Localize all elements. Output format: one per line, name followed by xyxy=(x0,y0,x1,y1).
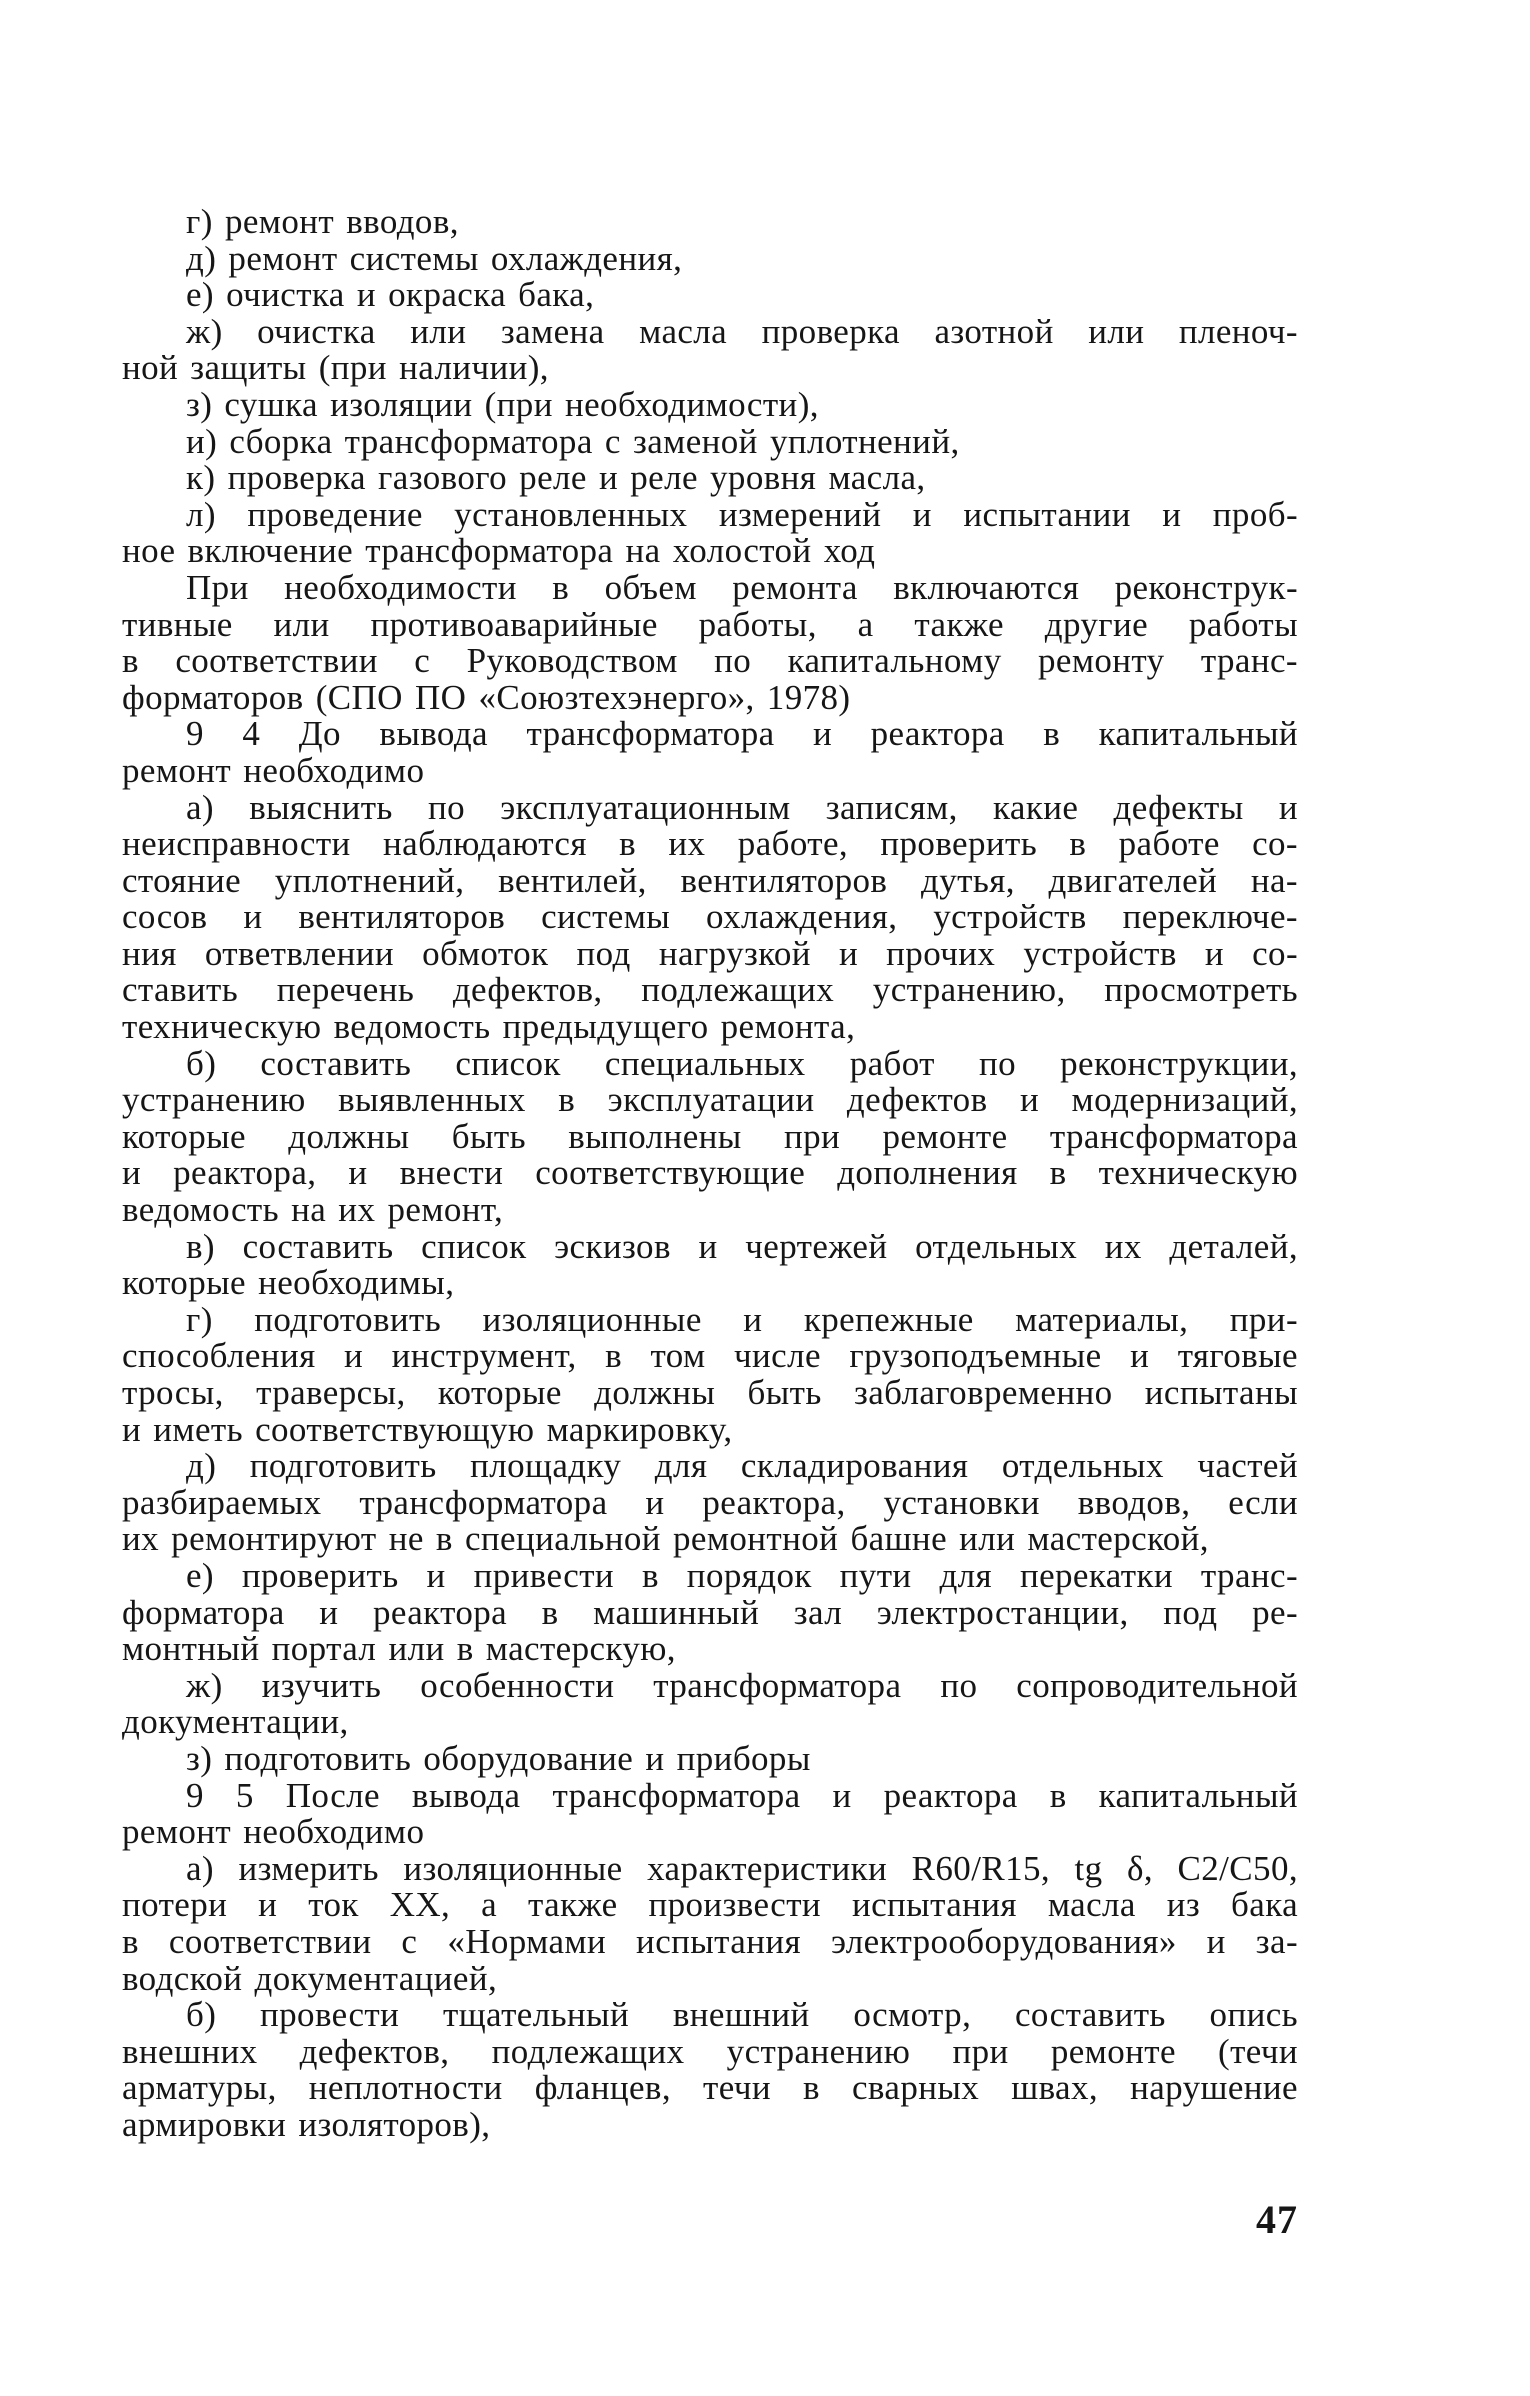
paragraph-p95-b xyxy=(122,1997,1298,2143)
text-line: з) подготовить оборудование и приборы xyxy=(186,1738,811,1778)
text-line: способления и инструмент, в том числе грузоподъемные и тяговые xyxy=(122,1336,1298,1376)
text-line: форматоров (СПО ПО «Союзтехэнерго», 1978) xyxy=(122,677,851,717)
text-line: д) ремонт системы охлаждения, xyxy=(186,238,683,278)
text-line: стояние уплотнений, вентилей, вентиляторов дутья, двигателей на- xyxy=(122,860,1298,900)
paragraph-p94-zh xyxy=(122,1665,1298,1742)
paragraph-p94-a xyxy=(122,787,1298,1047)
text-line: монтный портал или в мастерскую, xyxy=(122,1629,676,1669)
text-line: ния ответвлении обмоток под нагрузкой и прочих устройств и со- xyxy=(122,933,1298,973)
paragraph-p94 xyxy=(122,716,1298,789)
page-number: 47 xyxy=(1256,2197,1298,2242)
text-line: 9 5 После вывода трансформатора и реактора в капитальный xyxy=(186,1775,1298,1815)
paragraph-g-vvody xyxy=(122,204,1298,241)
text-line: устранению выявленных в эксплуатации дефектов и модернизаций, xyxy=(122,1080,1298,1120)
text-line: форматора и реактора в машинный зал электростанции, под ре- xyxy=(122,1592,1298,1632)
paragraph-para-rekonstrukciya xyxy=(122,567,1298,717)
text-line: ремонт необходимо xyxy=(122,1812,425,1852)
text-line: При необходимости в объем ремонта включаются реконструк- xyxy=(186,567,1298,607)
paragraph-i-sborka xyxy=(122,421,1298,461)
text-line: сосов и вентиляторов системы охлаждения, устройств переключе- xyxy=(122,897,1298,937)
text-line: ж) изучить особенности трансформатора по сопроводительной xyxy=(186,1665,1298,1705)
paragraph-p94-e xyxy=(122,1555,1298,1669)
paragraph-p94-b xyxy=(122,1043,1298,1230)
paragraph-d-ohlazhdenie xyxy=(122,238,1298,278)
text-line: ное включение трансформатора на холостой ход xyxy=(122,531,876,571)
paragraph-p94-z xyxy=(122,1738,1298,1778)
text-line: д) подготовить площадку для складирования отдельных частей xyxy=(186,1446,1298,1486)
text-line: и) сборка трансформатора с заменой уплотнений, xyxy=(186,421,960,461)
text-line: ной защиты (при наличии), xyxy=(122,348,549,388)
text-line: б) провести тщательный внешний осмотр, составить опись xyxy=(186,1995,1298,2035)
text-line: л) проведение установленных измерений и испытании и проб- xyxy=(186,494,1298,534)
text-line: б) составить список специальных работ по реконструкции, xyxy=(186,1043,1298,1083)
text-line: и иметь соответствующую маркировку, xyxy=(122,1409,733,1449)
text-line: тивные или противоаварийные работы, а также другие работы xyxy=(122,604,1298,644)
text-line: е) проверить и привести в порядок пути для перекатки транс- xyxy=(186,1555,1298,1595)
text-line: в соответствии с «Нормами испытания электрооборудования» и за- xyxy=(122,1921,1298,1961)
document-body xyxy=(122,204,1298,2143)
paragraph-p94-d xyxy=(122,1448,1298,1558)
text-line: внешних дефектов, подлежащих устранению при ремонте (течи xyxy=(122,2031,1298,2071)
text-line: ведомость на их ремонт, xyxy=(122,1190,504,1230)
text-line: водской документацией, xyxy=(122,1958,498,1998)
text-line: к) проверка газового реле и реле уровня масла, xyxy=(186,458,926,498)
paragraph-p95-a xyxy=(122,1848,1298,1998)
paragraph-p95 xyxy=(122,1775,1298,1852)
text-line: техническую ведомость предыдущего ремонта, xyxy=(122,1007,856,1047)
text-line: г) подготовить изоляционные и крепежные материалы, при- xyxy=(186,1299,1298,1339)
text-line: ремонт необходимо xyxy=(122,750,425,790)
text-line: в соответствии с Руководством по капитальному ремонту транс- xyxy=(122,641,1298,681)
text-line: документации, xyxy=(122,1702,349,1742)
text-line: а) выяснить по эксплуатационным записям, какие дефекты и xyxy=(186,787,1298,827)
text-line: неисправности наблюдаются в их работе, проверить в работе со- xyxy=(122,824,1298,864)
paragraph-p94-v xyxy=(122,1226,1298,1303)
paragraph-zh-maslo xyxy=(122,311,1298,388)
text-line: а) измерить изоляционные характеристики R60/R15, tg δ, C2/C50, xyxy=(186,1848,1298,1888)
paragraph-p94-g xyxy=(122,1299,1298,1449)
page-content xyxy=(122,204,1298,2143)
text-line: разбираемых трансформатора и реактора, установки вводов, если xyxy=(122,1482,1298,1522)
text-line: арматуры, неплотности фланцев, течи в сварных швах, нарушение xyxy=(122,2068,1298,2108)
paragraph-e-ochistka-baka xyxy=(122,277,1298,314)
text-line: 9 4 До вывода трансформатора и реактора в капитальный xyxy=(186,714,1298,754)
text-line: ставить перечень дефектов, подлежащих устранению, просмотреть xyxy=(122,970,1298,1010)
text-line: армировки изоляторов), xyxy=(122,2104,491,2144)
text-line: в) составить список эскизов и чертежей отдельных их деталей, xyxy=(186,1226,1298,1266)
text-line: з) сушка изоляции (при необходимости), xyxy=(186,384,819,424)
text-line: их ремонтируют не в специальной ремонтной башне или мастерской, xyxy=(122,1519,1209,1559)
text-line: потери и ток XX, а также произвести испытания масла из бака xyxy=(122,1885,1298,1925)
paragraph-k-gazovoe-rele xyxy=(122,460,1298,497)
text-line: которые должны быть выполнены при ремонте трансформатора xyxy=(122,1116,1298,1156)
paragraph-l-ispytaniya xyxy=(122,494,1298,571)
text-line: тросы, траверсы, которые должны быть заблаговременно испытаны xyxy=(122,1373,1298,1412)
paragraph-z-sushka xyxy=(122,384,1298,424)
text-line: которые необходимы, xyxy=(122,1263,455,1303)
text-line: и реактора, и внести соответствующие дополнения в техническую xyxy=(122,1153,1298,1193)
text-line: ж) очистка или замена масла проверка азотной или пленоч- xyxy=(186,311,1298,351)
text-line: е) очистка и окраска бака, xyxy=(186,275,595,315)
text-line: г) ремонт вводов, xyxy=(186,202,459,241)
